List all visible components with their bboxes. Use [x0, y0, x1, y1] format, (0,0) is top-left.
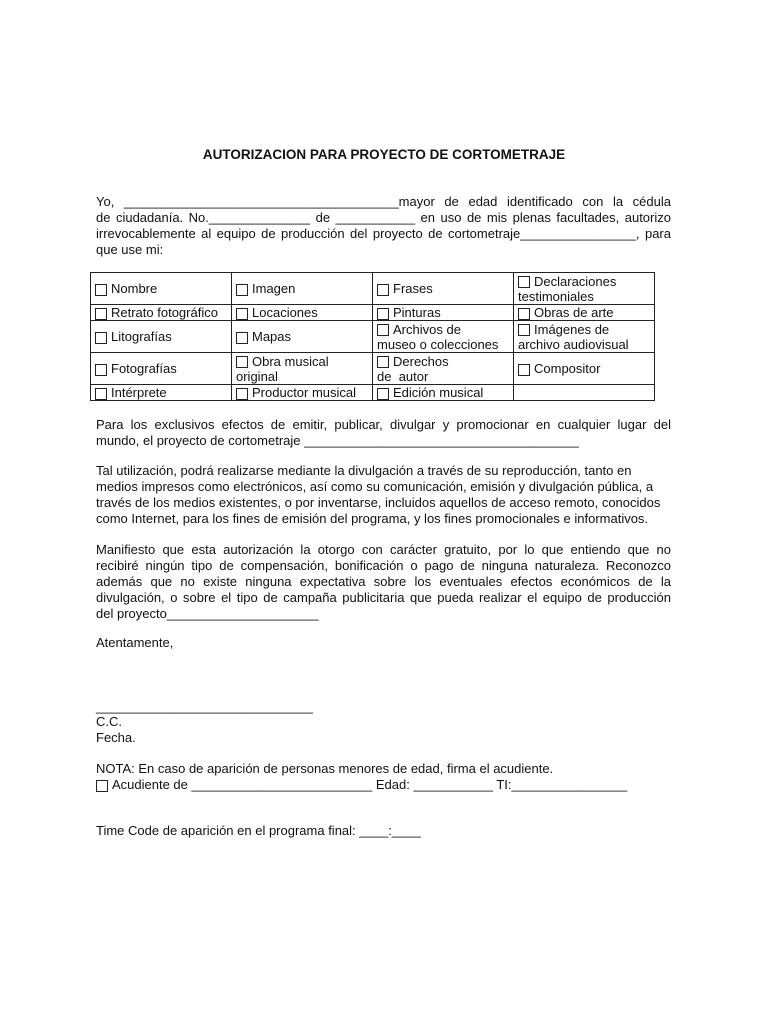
option-label: Imágenes de — [534, 321, 610, 337]
option-cell — [514, 353, 655, 385]
intro-line: Yo, ______________________________________mayor de edad identificado con la cédula — [96, 194, 671, 209]
checkbox[interactable] — [95, 388, 107, 400]
option-label: Pinturas — [393, 305, 441, 320]
checkbox[interactable] — [377, 356, 389, 368]
option-cell — [232, 273, 373, 305]
option-label: Edición musical — [393, 385, 484, 400]
option-label: Intérprete — [111, 385, 167, 400]
option-label: archivo audiovisual — [518, 336, 629, 352]
checkbox[interactable] — [377, 284, 389, 296]
checkbox[interactable] — [518, 364, 530, 376]
option-label: Obras de arte — [534, 305, 614, 320]
option-cell — [232, 353, 373, 385]
option-label: testimoniales — [518, 288, 594, 304]
option-cell — [373, 273, 514, 305]
empty-cell — [514, 385, 655, 401]
document-title: AUTORIZACION PARA PROYECTO DE CORTOMETRAJE — [202, 147, 566, 162]
paragraph-line: como Internet, para los fines de emisión del programa, y los fines promocionales e informativos. — [96, 511, 649, 526]
option-cell — [514, 321, 655, 353]
intro-paragraph — [96, 194, 671, 258]
option-cell — [514, 305, 655, 321]
intro-line: irrevocablemente al equipo de producción del proyecto de cortometraje________________, para — [96, 226, 671, 241]
option-cell — [232, 385, 373, 401]
paragraph-line: Para los exclusivos efectos de emitir, publicar, divulgar y promocionar en cualquier lugar del — [96, 417, 671, 432]
cc-label: C.C. — [96, 714, 122, 729]
paragraph-line: del proyecto_____________________ — [96, 606, 319, 621]
option-cell — [91, 273, 232, 305]
acudiente-row — [96, 777, 627, 792]
paragraph-line: recibiré ningún tipo de compensación, bonificación o pago de ninguna naturaleza. Reconozco — [96, 558, 671, 573]
usage-options-table — [90, 272, 655, 401]
fecha-label: Fecha. — [96, 730, 136, 745]
option-cell — [373, 353, 514, 385]
checkbox[interactable] — [95, 332, 107, 344]
option-label: Imagen — [252, 281, 296, 296]
checkbox[interactable] — [95, 364, 107, 376]
option-cell — [232, 321, 373, 353]
checkbox[interactable] — [236, 308, 248, 320]
option-label: de — [377, 368, 392, 384]
checkbox[interactable] — [377, 388, 389, 400]
acudiente-text: Acudiente de _________________________ Edad: ___________ TI:________________ — [112, 777, 628, 792]
paragraph-line: Tal utilización, podrá realizarse mediante la divulgación a través de su reproducción, tanto en — [96, 463, 632, 478]
checkbox[interactable] — [236, 284, 248, 296]
option-label: Declaraciones — [534, 273, 617, 289]
option-label: Nombre — [111, 281, 158, 296]
checkbox[interactable] — [518, 324, 530, 336]
option-cell — [91, 305, 232, 321]
purpose-paragraph — [96, 417, 671, 449]
option-cell — [373, 321, 514, 353]
checkbox[interactable] — [236, 388, 248, 400]
intro-line: que use mi: — [96, 242, 164, 257]
option-cell — [373, 385, 514, 401]
option-cell — [91, 353, 232, 385]
nota-text: NOTA: En caso de aparición de personas menores de edad, firma el acudiente. — [96, 761, 554, 776]
closing-text: Atentamente, — [96, 635, 174, 650]
paragraph-line: medios impresos como electrónicos, así como su comunicación, emisión y divulgación pública, a — [96, 479, 654, 494]
option-cell — [91, 385, 232, 401]
option-label: Fotografías — [111, 361, 177, 376]
option-label: Frases — [393, 281, 433, 296]
option-label: Archivos de — [393, 321, 461, 337]
option-label: museo o colecciones — [377, 336, 499, 352]
paragraph-line: través de los medios existentes, o por inventarse, incluidos aquellos de acceso remoto, conocidos — [96, 495, 661, 510]
option-label: original — [236, 368, 278, 384]
option-cell — [514, 273, 655, 305]
option-label: autor — [398, 368, 429, 384]
paragraph-line: además que no existe ninguna expectativa sobre los eventuales efectos económicos de la — [96, 574, 671, 589]
option-label: Retrato fotográfico — [111, 305, 218, 320]
paragraph-line: divulgación, o sobre el tipo de campaña publicitaria que pueda realizar el equipo de producción — [96, 590, 671, 605]
option-cell — [373, 305, 514, 321]
option-cell — [91, 321, 232, 353]
option-label: Productor musical — [252, 385, 357, 400]
intro-line: de ciudadanía. No.______________ de ___________ en uso de mis plenas facultades, autorizo — [96, 210, 671, 225]
option-label: Obra musical — [252, 353, 329, 369]
option-label: Locaciones — [252, 305, 318, 320]
option-label: Mapas — [252, 329, 292, 344]
paragraph-line: Manifiesto que esta autorización la otorgo con carácter gratuito, por lo que entiendo que no — [96, 542, 671, 557]
timecode-text: Time Code de aparición en el programa final: ____:____ — [96, 823, 421, 838]
checkbox[interactable] — [236, 356, 248, 368]
checkbox[interactable] — [236, 332, 248, 344]
option-label: Derechos — [393, 353, 449, 369]
checkbox[interactable] — [377, 324, 389, 336]
option-cell — [232, 305, 373, 321]
option-label: Litografías — [111, 329, 172, 344]
checkbox[interactable] — [96, 780, 108, 792]
checkbox[interactable] — [377, 308, 389, 320]
gratuity-paragraph — [96, 542, 671, 622]
usage-paragraph — [96, 463, 671, 527]
checkbox[interactable] — [95, 284, 107, 296]
signature-line[interactable]: ______________________________ — [96, 699, 313, 714]
checkbox[interactable] — [518, 308, 530, 320]
option-label: Compositor — [534, 361, 601, 376]
checkbox[interactable] — [518, 276, 530, 288]
checkbox[interactable] — [95, 308, 107, 320]
paragraph-line: mundo, el proyecto de cortometraje ______________________________________ — [96, 433, 579, 448]
